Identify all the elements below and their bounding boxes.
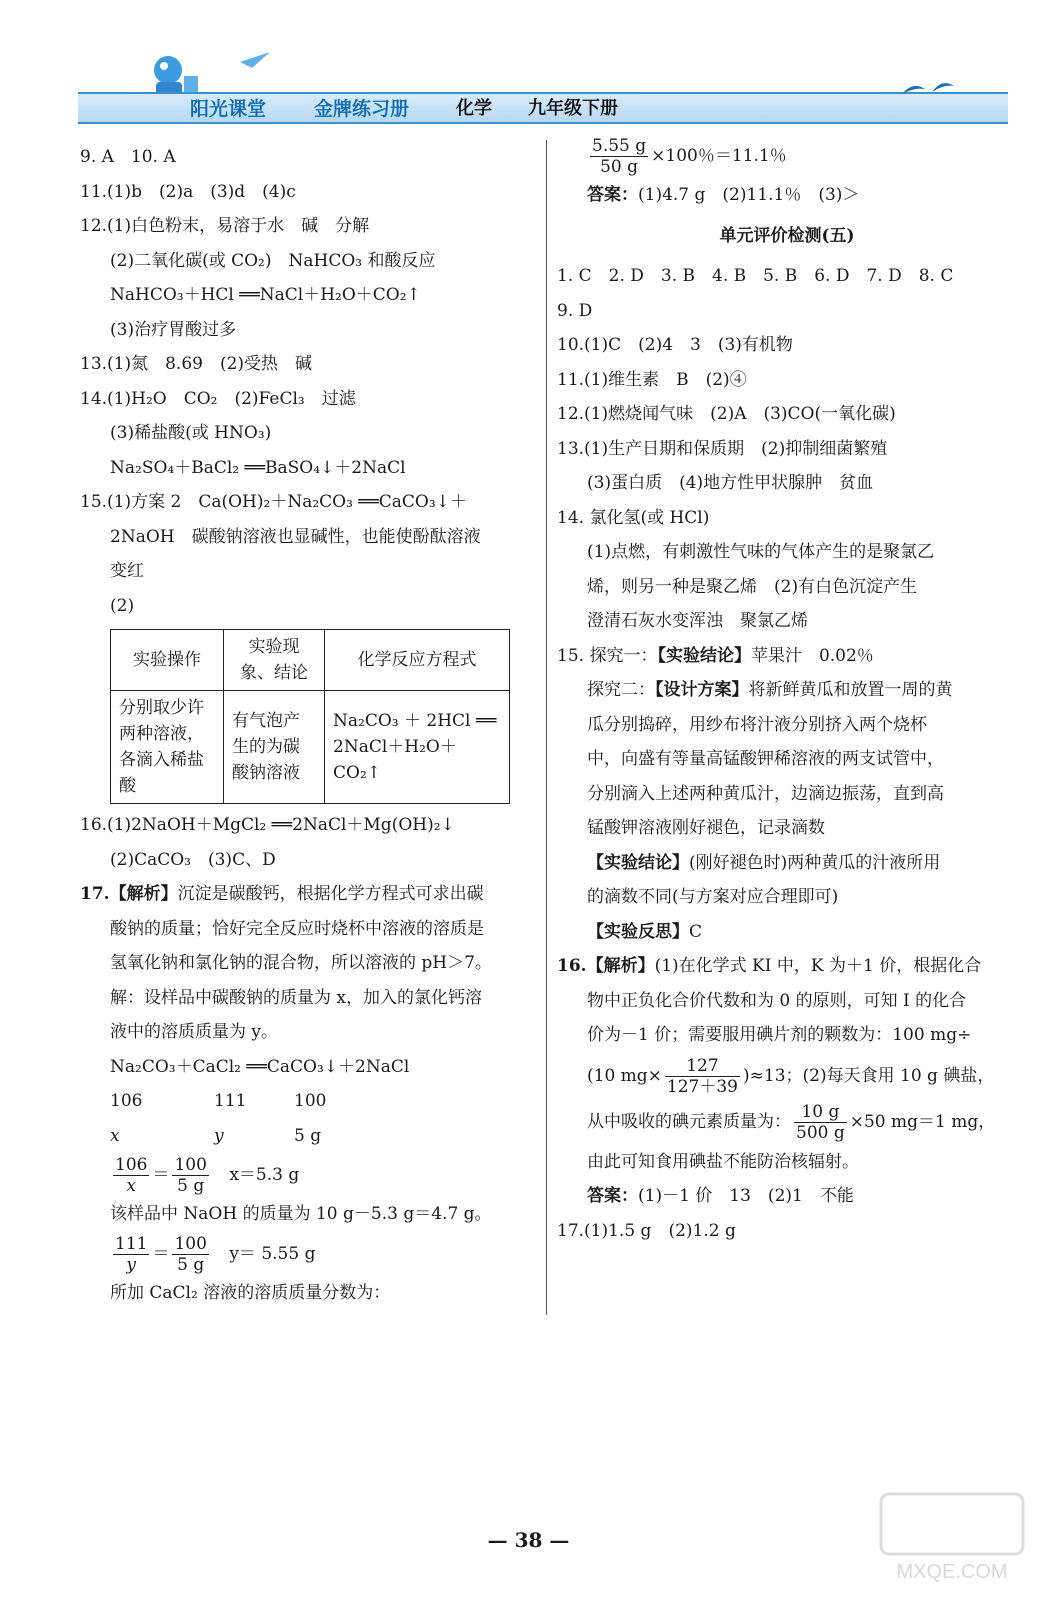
fraction xyxy=(113,1155,149,1196)
watermark-logo-icon xyxy=(877,1490,1027,1585)
fraction xyxy=(172,1234,208,1275)
analysis-text: (10 mg× xyxy=(587,1065,662,1086)
analysis-text: 沉淀是碳酸钙，根据化学方程式可求出碳 xyxy=(177,884,484,904)
answer-text: 将新鲜黄瓜和放置一周的黄 xyxy=(748,680,953,700)
mass-value: 106 xyxy=(110,1091,143,1111)
analysis-line: 该样品中 NaOH 的质量为 10 g－5.3 g＝4.7 g。 xyxy=(110,1204,492,1224)
answer-line xyxy=(557,639,1017,674)
answer-line: (3)蛋白质 (4)地方性甲状腺肿 贫血 xyxy=(587,473,874,493)
proportion-line xyxy=(80,1153,540,1197)
birds-icon xyxy=(898,72,968,102)
fraction-denominator: x xyxy=(126,1176,137,1196)
section-title: 单元评价检测(五) xyxy=(719,225,855,246)
fraction xyxy=(665,1056,740,1097)
answer-line: 9. D xyxy=(557,300,593,321)
answer-text: (1)－1 价 13 (2)1 不能 xyxy=(638,1186,854,1206)
table-header-cell: 实验现象、结论 xyxy=(224,630,325,691)
answer-line: 1. C 2. D 3. B 4. B 5. B 6. D 7. D 8. C xyxy=(557,266,954,286)
fraction xyxy=(590,136,648,177)
result-text: ×100％＝11.1％ xyxy=(651,146,787,166)
fraction xyxy=(172,1155,208,1196)
table-header-cell: 实验操作 xyxy=(111,630,224,691)
mass-value: 100 xyxy=(294,1091,327,1111)
answer-tag: 【设计方案】 xyxy=(655,680,749,700)
fraction-numerator: 127 xyxy=(665,1056,740,1077)
answer-line: 9. A 10. A xyxy=(80,147,176,167)
answer-line: 10.(1)C (2)4 3 (3)有机物 xyxy=(557,335,793,355)
analysis-line: 解：设样品中碳酸钠的质量为 x，加入的氯化钙溶 xyxy=(110,987,482,1008)
result-text: y＝ 5.55 g xyxy=(229,1243,316,1264)
analysis-line xyxy=(80,877,540,912)
proportion-line xyxy=(80,1232,540,1276)
analysis-text: 从中吸收的碘元素质量为： xyxy=(587,1111,791,1132)
right-column xyxy=(557,136,1017,1248)
answer-line: 14.(1)H₂O CO₂ (2)FeCl₃ 过滤 xyxy=(80,388,356,409)
table-header-cell: 化学反应方程式 xyxy=(325,630,510,691)
fraction-denominator: 50 g xyxy=(600,157,639,177)
equation-part: Na₂CO₃ ＋ 2HCl ══ xyxy=(333,711,497,731)
answer-line: 澄清石灰水变浑浊 聚氯乙烯 xyxy=(587,611,808,631)
answer-line: 14. 氯化氢(或 HCl) xyxy=(557,507,710,528)
answer-tag: 【实验结论】 xyxy=(587,852,689,873)
equation-line: NaHCO₃＋HCl ══NaCl＋H₂O＋CO₂↑ xyxy=(110,285,421,305)
answer-text: (1)4.7 g (2)11.1％ (3)＞ xyxy=(638,185,860,205)
answer-text: C xyxy=(689,921,703,942)
analysis-tag: 16.【解析】 xyxy=(557,956,655,976)
answer-line: 中，向盛有等量高锰酸钾稀溶液的两支试管中， xyxy=(587,749,944,769)
answer-line: (1)点燃，有刺激性气味的气体产生的是聚氯乙 xyxy=(587,542,935,562)
series-title: 金牌练习册 xyxy=(314,98,410,120)
table-cell xyxy=(325,691,510,804)
equals-sign: ＝ xyxy=(152,1243,170,1264)
brand-title: 阳光课堂 xyxy=(190,98,267,120)
fraction xyxy=(794,1102,847,1143)
answer-tag: 【实验结论】 xyxy=(657,645,751,666)
answer-line: (2) xyxy=(110,595,135,616)
answer-line: 瓜分别捣碎，用纱布将汁液分别挤入两个烧杯 xyxy=(587,714,927,735)
variable-value: 5 g xyxy=(294,1125,322,1146)
analysis-line: 氢氧化钠和氯化钠的混合物，所以溶液的 pH＞7。 xyxy=(110,953,492,973)
fraction-numerator: 106 xyxy=(115,1155,148,1175)
answer-line: (2)CaCO₃ (3)C、D xyxy=(110,849,276,870)
analysis-line: 液中的溶质质量为 y。 xyxy=(110,1022,279,1042)
analysis-line: 由此可知食用碘盐不能防治核辐射。 xyxy=(587,1151,859,1172)
fraction-denominator: 500 g xyxy=(796,1122,845,1143)
answer-line: 的滴数不同(与方案对应合理即可) xyxy=(587,887,839,907)
analysis-line xyxy=(557,949,1017,984)
answer-text: 15. 探究一： xyxy=(557,645,658,666)
answer-line xyxy=(557,178,1017,213)
analysis-text: ×50 mg＝1 mg， xyxy=(849,1111,996,1132)
fraction-denominator: 5 g xyxy=(177,1254,205,1275)
answer-line: 变红 xyxy=(110,561,144,581)
equation-line: Na₂SO₄＋BaCl₂ ══BaSO₄↓＋2NaCl xyxy=(110,457,406,478)
fraction-denominator: y xyxy=(126,1254,137,1275)
fraction-denominator: 5 g xyxy=(177,1176,205,1196)
answer-line: 13.(1)氮 8.69 (2)受热 碱 xyxy=(80,354,313,374)
answer-line xyxy=(557,846,1017,881)
answer-text: (刚好褪色时)两种黄瓜的汁液所用 xyxy=(689,852,941,873)
answer-text: 苹果汁 0.02％ xyxy=(750,645,874,666)
analysis-line: 所加 CaCl₂ 溶液的溶质质量分数为： xyxy=(110,1282,391,1303)
fraction-numerator: 111 xyxy=(115,1233,148,1254)
page-header xyxy=(78,48,1008,128)
analysis-text: (1)在化学式 KI 中，K 为＋1 价，根据化合 xyxy=(654,956,982,976)
answer-line: 分别滴入上述两种黄瓜汁，边滴边振荡，直到高 xyxy=(587,783,944,804)
answer-line: 12.(1)白色粉末，易溶于水 碱 分解 xyxy=(80,216,370,236)
table-cell: 分别取少许两种溶液，各滴入稀盐酸 xyxy=(111,691,224,804)
analysis-line xyxy=(557,1053,1017,1099)
answer-line xyxy=(557,1179,1017,1214)
answer-line xyxy=(557,915,1017,950)
answer-tag: 答案： xyxy=(587,185,638,205)
fraction-numerator: 5.55 g xyxy=(592,136,647,156)
equals-sign: ＝ xyxy=(152,1165,170,1185)
answer-tag: 【实验反思】 xyxy=(587,921,689,942)
analysis-text: )≈13；(2)每天食用 10 g 碘盐， xyxy=(743,1065,995,1086)
answer-line: 13.(1)生产日期和保质期 (2)抑制细菌繁殖 xyxy=(557,438,888,459)
fraction xyxy=(113,1234,149,1275)
grade-label: 九年级下册 xyxy=(528,98,618,119)
analysis-line xyxy=(557,1099,1017,1145)
mass-row xyxy=(80,1084,540,1119)
variable-value: y xyxy=(214,1125,224,1146)
answer-line: 锰酸钾溶液刚好褪色，记录滴数 xyxy=(587,818,825,838)
mass-value: 111 xyxy=(214,1091,247,1111)
variable-value: x xyxy=(110,1125,120,1146)
column-divider xyxy=(546,140,547,1315)
answer-line: (2)二氧化碳(或 CO₂) NaHCO₃ 和酸反应 xyxy=(110,250,436,271)
table-cell: 有气泡产生的为碳酸钠溶液 xyxy=(224,691,325,804)
percentage-line xyxy=(557,134,1017,178)
fraction-numerator: 100 xyxy=(174,1233,207,1254)
answer-line: 11.(1)b (2)a (3)d (4)c xyxy=(80,181,296,202)
fraction-numerator: 100 xyxy=(174,1155,207,1175)
answer-text: 探究二： xyxy=(587,680,655,700)
analysis-line: 物中正负化合价代数和为 0 的原则，可知 I 的化合 xyxy=(587,990,967,1011)
experiment-table xyxy=(110,629,510,804)
analysis-tag: 17.【解析】 xyxy=(80,884,178,904)
answer-line: 烯，则另一种是聚乙烯 (2)有白色沉淀产生 xyxy=(587,576,918,597)
analysis-line: 价为－1 价；需要服用碘片剂的颗数为：100 mg÷ xyxy=(587,1025,972,1045)
page-number: — 38 — xyxy=(487,1528,570,1552)
answer-line: 15.(1)方案 2 Ca(OH)₂＋Na₂CO₃ ══CaCO₃↓＋ xyxy=(80,492,467,512)
equation-line: Na₂CO₃＋CaCl₂ ══CaCO₃↓＋2NaCl xyxy=(110,1056,410,1077)
result-text: x＝5.3 g xyxy=(229,1165,300,1185)
fraction-denominator: 127＋39 xyxy=(666,1076,739,1097)
subject-label: 化学 xyxy=(456,98,492,119)
answer-tag: 答案： xyxy=(587,1186,638,1206)
answer-line xyxy=(557,673,1017,708)
left-column xyxy=(80,140,540,1310)
fraction-numerator: 10 g xyxy=(794,1102,847,1123)
equation-part: 2NaCl＋H₂O＋CO₂↑ xyxy=(333,737,457,783)
answer-line: 16.(1)2NaOH＋MgCl₂ ══2NaCl＋Mg(OH)₂↓ xyxy=(80,815,455,835)
variable-row xyxy=(80,1119,540,1154)
answer-line: 2NaOH 碳酸钠溶液也显碱性，也能使酚酞溶液 xyxy=(110,526,481,547)
answer-line: 17.(1)1.5 g (2)1.2 g xyxy=(557,1220,736,1241)
answer-line: (3)稀盐酸(或 HNO₃) xyxy=(110,423,272,443)
paper-plane-icon xyxy=(238,50,272,70)
watermark-text: MXQE.COM xyxy=(896,1561,1008,1583)
answer-line: (3)治疗胃酸过多 xyxy=(110,319,237,340)
answer-line: 11.(1)维生素 B (2)④ xyxy=(557,369,747,390)
answer-line: 12.(1)燃烧闻气味 (2)A (3)CO(一氧化碳) xyxy=(557,404,896,424)
analysis-line: 酸钠的质量；恰好完全反应时烧杯中溶液的溶质是 xyxy=(110,918,484,939)
